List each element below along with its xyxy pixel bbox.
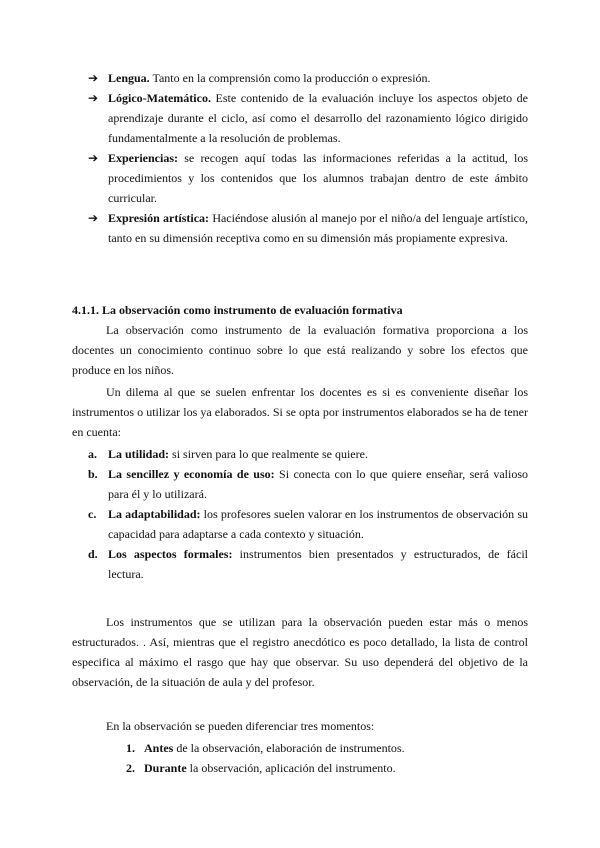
criteria-list <box>88 444 528 584</box>
item-term: Expresión artística: <box>108 211 210 225</box>
item-marker: a. <box>88 447 97 461</box>
item-text: instrumentos bien presentados y estructurados, de fácil lectura. <box>108 547 528 581</box>
item-term: Los aspectos formales: <box>108 547 233 561</box>
item-text: de la observación, elaboración de instrumentos. <box>173 741 405 755</box>
item-text: Si conecta con lo que quiere enseñar, será valioso para él y lo utilizará. <box>108 467 529 501</box>
item-marker: 1. <box>126 741 135 755</box>
item-term: Experiencias: <box>108 151 178 165</box>
arrow-bullet-icon: ➔ <box>88 151 99 165</box>
item-term: Lengua. <box>108 71 150 85</box>
arrow-bullet-icon: ➔ <box>88 71 99 85</box>
arrow-bullet-icon: ➔ <box>88 211 99 225</box>
list-item-durante <box>126 758 526 778</box>
item-term: La adaptabilidad: <box>108 507 201 521</box>
arrow-bullet-icon: ➔ <box>88 91 99 105</box>
list-item-experiencias <box>88 148 528 208</box>
paragraph-3: Los instrumentos que se utilizan para la observación pueden estar más o menos estructurados. . Así, mientras que el registro anecdótico es poco detallado, la lista de control especifica al máximo el rasgo que hay que observar. Su uso dependerá del objetivo de la observación, de la situación de aula y del profesor. <box>72 615 528 689</box>
content-areas-list <box>88 68 528 248</box>
list-item-sencillez <box>88 464 528 504</box>
list-item-adaptabilidad <box>88 504 528 544</box>
item-text: se recogen aquí todas las informaciones referidas a la actitud, los procedimientos y los contenidos que los alumnos trabajan dentro de este ámbito curricular. <box>108 151 528 205</box>
list-item-utilidad <box>88 444 528 464</box>
item-term: La sencillez y economía de uso: <box>108 467 275 481</box>
item-text: Este contenido de la evaluación incluye los aspectos objeto de aprendizaje durante el ciclo, así como el desarrollo del razonamiento lógico dirigido fundamentalmente a la resolución de problemas. <box>108 91 528 145</box>
item-marker: b. <box>88 467 98 481</box>
item-term: Antes <box>144 741 174 755</box>
item-marker: 2. <box>126 761 135 775</box>
paragraph-1: La observación como instrumento de la evaluación formativa proporciona a los docentes un conocimiento continuo sobre lo que está realizando y sobre los efectos que produce en los niños. <box>72 323 528 377</box>
list-item-logico-matematico <box>88 88 528 148</box>
paragraph-4: En la observación se pueden diferenciar tres momentos: <box>106 719 375 733</box>
paragraph-2: Un dilema al que se suelen enfrentar los docentes es si es conveniente diseñar los instrumentos o utilizar los ya elaborados. Si se opta por instrumentos elaborados se ha de tener en cuenta: <box>72 385 528 439</box>
section-heading: 4.1.1. La observación como instrumento de evaluación formativa <box>72 303 403 317</box>
item-text: los profesores suelen valorar en los instrumentos de observación su capacidad para adaptarse a cada contexto y situación. <box>108 507 529 541</box>
list-item-lengua <box>88 68 528 88</box>
item-term: Lógico-Matemático. <box>108 91 211 105</box>
item-term: Durante <box>144 761 187 775</box>
item-marker: d. <box>88 547 98 561</box>
moments-list <box>126 738 526 778</box>
item-text: la observación, aplicación del instrumento. <box>186 761 396 775</box>
list-item-antes <box>126 738 526 758</box>
item-marker: c. <box>88 507 97 521</box>
item-text: si sirven para lo que realmente se quiere. <box>169 447 368 461</box>
list-item-expresion-artistica <box>88 208 528 248</box>
item-term: La utilidad: <box>108 447 170 461</box>
item-text: Haciéndose alusión al manejo por el niño/a del lenguaje artístico, tanto en su dimensión receptiva como en su dimensión más propiamente expresiva. <box>108 211 528 245</box>
list-item-aspectos-formales <box>88 544 528 584</box>
item-text: Tanto en la comprensión como la producción o expresión. <box>149 71 431 85</box>
